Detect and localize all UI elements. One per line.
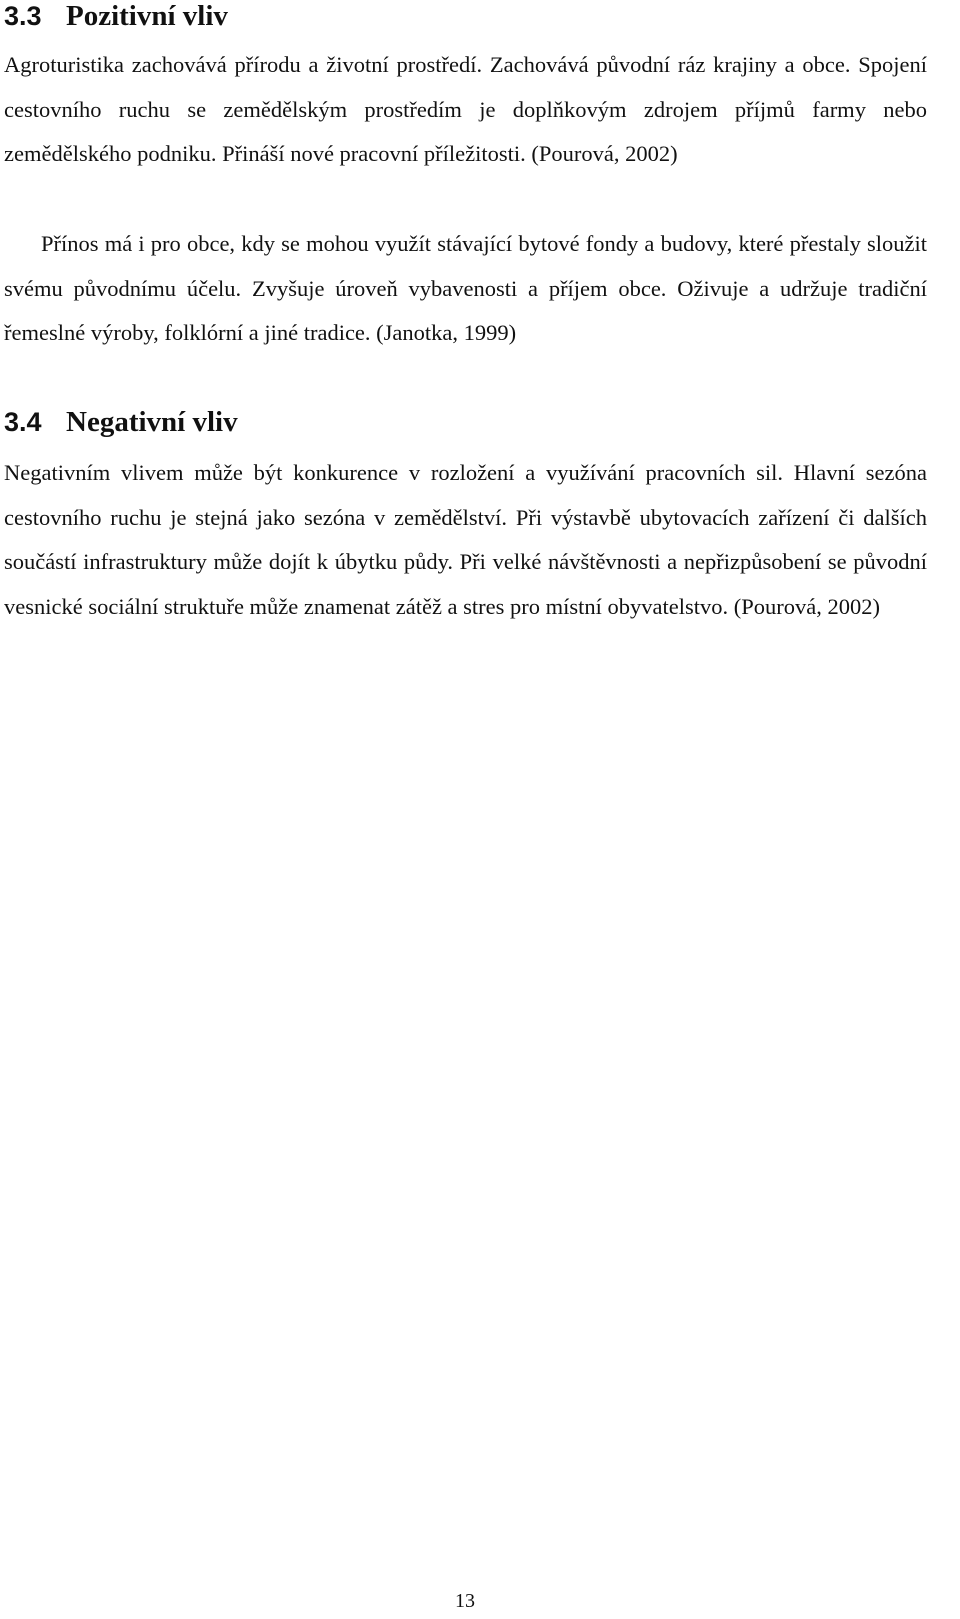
paragraph-negativni-1: Negativním vlivem může být konkurence v rozložení a využívání pracovních sil. Hlavní sezóna cestovního ruchu je stejná jako sezóna v zemědělství. Při výstavbě ubytovacích zařízení či dalších součástí infrastruktury může dojít k úbytku půdy. Při velké návštěvnosti a nepřizpůsobení se původní vesnické sociální struktuře může znamenat zátěž a stres pro místní obyvatelstvo. (Pourová, 2002): [4, 460, 927, 619]
section-number: 3.3: [4, 1, 42, 31]
paragraph-pozitivni-1: Agroturistika zachovává přírodu a životní prostředí. Zachovává původní ráz krajiny a obce. Spojení cestovního ruchu se zemědělským prostředím je doplňkovým zdrojem příjmů farmy nebo zemědělského podniku. Přináší nové pracovní příležitosti. (Pourová, 2002): [4, 52, 927, 167]
paragraph-pozitivni-2: Přínos má i pro obce, kdy se mohou využít stávající bytové fondy a budovy, které přestaly sloužit svému původnímu účelu. Zvyšuje úroveň vybavenosti a příjem obce. Oživuje a udržuje tradiční řemeslné výroby, folklórní a jiné tradice. (Janotka, 1999): [4, 231, 927, 346]
section-title: Negativní vliv: [66, 406, 238, 438]
section-heading-negativni-vliv: [4, 406, 238, 438]
section-heading-pozitivni-vliv: [4, 0, 228, 32]
page-number: 13: [455, 1590, 475, 1612]
section-title: Pozitivní vliv: [66, 0, 228, 32]
section-number: 3.4: [4, 407, 42, 437]
